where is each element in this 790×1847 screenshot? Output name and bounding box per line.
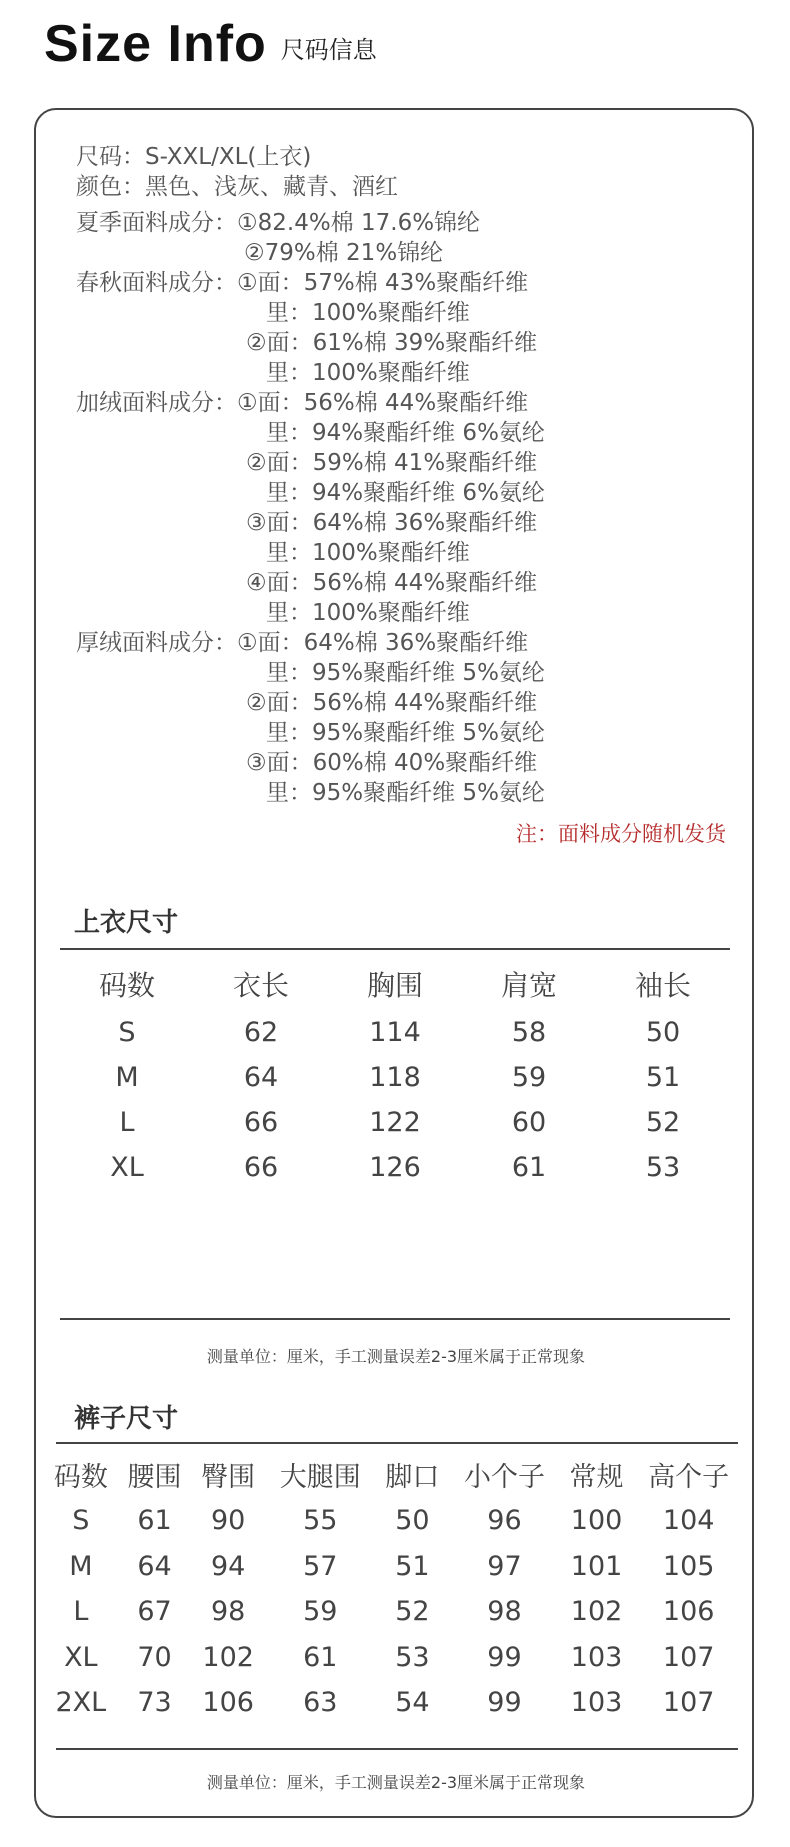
table-row (44, 1635, 744, 1681)
fabric-line: 夏季面料成分：①82.4%棉 17.6%锦纶 (76, 210, 481, 236)
header-cell: 腰围 (127, 1461, 182, 1493)
fabric-line: ②79%棉 21%锦纶 (244, 240, 444, 266)
table-cell: 61 (137, 1505, 172, 1537)
table-row (60, 1145, 730, 1190)
header-cell: 码数 (53, 1461, 108, 1493)
fabric-note: 注：面料成分随机发货 (516, 822, 726, 846)
fabric-line: ②面：56%棉 44%聚酯纤维 (246, 690, 538, 716)
fabric-line: 里：95%聚酯纤维 5%氨纶 (266, 780, 545, 806)
table-cell: 99 (487, 1687, 522, 1719)
top-size-table (60, 958, 730, 1190)
table-row (60, 1055, 730, 1100)
table-cell: 104 (662, 1505, 715, 1537)
table-cell: 102 (570, 1596, 623, 1628)
table-cell: 51 (395, 1550, 430, 1582)
header-cell: 高个子 (648, 1461, 730, 1493)
table-cell: 59 (511, 1062, 547, 1093)
table-cell: 70 (137, 1641, 172, 1673)
table-cell: 96 (487, 1505, 522, 1537)
pants-size-table (44, 1450, 744, 1726)
table-cell: 107 (662, 1687, 715, 1719)
table-cell: 126 (369, 1152, 421, 1183)
table-cell: 118 (369, 1062, 421, 1093)
table-cell: 67 (137, 1596, 172, 1628)
table-row (60, 1100, 730, 1145)
table-cell: 102 (202, 1641, 254, 1673)
table-header-row (44, 1450, 744, 1498)
header-cell: 码数 (98, 969, 155, 1002)
table-cell: 97 (487, 1550, 522, 1582)
fabric-line: 里：94%聚酯纤维 6%氨纶 (266, 420, 545, 446)
fabric-line: 里：100%聚酯纤维 (266, 540, 470, 566)
table-cell: L (119, 1107, 135, 1138)
table-cell: 103 (570, 1641, 623, 1673)
page-title: Size Info (44, 15, 267, 73)
color-line: 颜色：黑色、浅灰、藏青、酒红 (76, 174, 398, 200)
table-cell: 64 (137, 1550, 172, 1582)
table-cell: XL (64, 1641, 98, 1673)
fabric-line: ③面：64%棉 36%聚酯纤维 (246, 510, 538, 536)
table-row (60, 1010, 730, 1055)
table-row (44, 1544, 744, 1590)
fabric-line: 里：100%聚酯纤维 (266, 600, 470, 626)
pants-table-top-rule (56, 1442, 738, 1444)
fabric-line: 里：95%聚酯纤维 5%氨纶 (266, 660, 545, 686)
table-cell: 51 (645, 1062, 681, 1093)
size-range-line: 尺码：S-XXL/XL(上衣) (76, 144, 312, 170)
table-cell: 101 (570, 1550, 623, 1582)
header-cell: 肩宽 (500, 969, 557, 1002)
table-cell: 114 (369, 1017, 421, 1048)
header-cell: 脚口 (385, 1461, 440, 1493)
table-cell: M (69, 1550, 93, 1582)
top-size-title: 上衣尺寸 (74, 908, 179, 938)
table-cell: 63 (303, 1687, 338, 1719)
table-cell: XL (110, 1152, 144, 1183)
table-header-row (60, 958, 730, 1010)
fabric-line: 厚绒面料成分：①面：64%棉 36%聚酯纤维 (76, 630, 529, 656)
table-cell: 105 (662, 1550, 715, 1582)
table-cell: M (115, 1062, 139, 1093)
fabric-line: ④面：56%棉 44%聚酯纤维 (246, 570, 538, 596)
fabric-line: ③面：60%棉 40%聚酯纤维 (246, 750, 538, 776)
table-cell: 2XL (55, 1687, 107, 1719)
fabric-line: 加绒面料成分：①面：56%棉 44%聚酯纤维 (76, 390, 529, 416)
pants-table-footnote: 测量单位：厘米，手工测量误差2-3厘米属于正常现象 (206, 1773, 586, 1792)
header-cell: 衣长 (232, 969, 289, 1002)
table-cell: 57 (303, 1550, 338, 1582)
top-table-footnote: 测量单位：厘米，手工测量误差2-3厘米属于正常现象 (206, 1347, 586, 1366)
table-cell: 103 (570, 1687, 623, 1719)
table-cell: 50 (395, 1505, 430, 1537)
table-cell: 107 (662, 1641, 715, 1673)
table-cell: 90 (211, 1505, 246, 1537)
table-cell: 73 (137, 1687, 172, 1719)
table-cell: 61 (303, 1641, 338, 1673)
top-table-bottom-rule (60, 1318, 730, 1320)
header-cell: 大腿围 (279, 1461, 361, 1493)
table-cell: 122 (369, 1107, 421, 1138)
table-cell: 62 (243, 1017, 279, 1048)
table-cell: 64 (243, 1062, 279, 1093)
table-row (44, 1680, 744, 1726)
size-info-card (34, 108, 754, 1818)
table-cell: S (118, 1017, 136, 1048)
table-cell: 60 (511, 1107, 547, 1138)
table-cell: 53 (395, 1641, 430, 1673)
fabric-line: 里：94%聚酯纤维 6%氨纶 (266, 480, 545, 506)
table-cell: 98 (487, 1596, 522, 1628)
table-cell: 100 (570, 1505, 623, 1537)
fabric-line: 里：100%聚酯纤维 (266, 360, 470, 386)
table-cell: 52 (645, 1107, 681, 1138)
fabric-line: 春秋面料成分：①面：57%棉 43%聚酯纤维 (76, 270, 529, 296)
table-cell: S (72, 1505, 90, 1537)
table-cell: 54 (395, 1687, 430, 1719)
table-cell: 53 (645, 1152, 681, 1183)
table-cell: 66 (243, 1152, 279, 1183)
table-cell: 61 (511, 1152, 547, 1183)
header-cell: 常规 (569, 1461, 624, 1493)
table-cell: L (73, 1596, 89, 1628)
header-cell: 小个子 (463, 1461, 545, 1493)
header-cell: 胸围 (366, 969, 423, 1002)
fabric-line: ②面：59%棉 41%聚酯纤维 (246, 450, 538, 476)
fabric-line: ②面：61%棉 39%聚酯纤维 (246, 330, 538, 356)
table-cell: 50 (645, 1017, 681, 1048)
header-cell: 臀围 (201, 1461, 256, 1493)
page-header (44, 15, 377, 73)
table-cell: 106 (662, 1596, 715, 1628)
table-cell: 55 (303, 1505, 338, 1537)
table-cell: 58 (511, 1017, 547, 1048)
table-cell: 98 (211, 1596, 246, 1628)
table-cell: 99 (487, 1641, 522, 1673)
table-cell: 94 (211, 1550, 246, 1582)
header-cell: 袖长 (634, 969, 691, 1002)
fabric-line: 里：95%聚酯纤维 5%氨纶 (266, 720, 545, 746)
pants-size-title: 裤子尺寸 (74, 1404, 179, 1434)
table-row (44, 1498, 744, 1544)
table-cell: 66 (243, 1107, 279, 1138)
top-table-top-rule (60, 948, 730, 950)
table-cell: 52 (395, 1596, 430, 1628)
fabric-line: 里：100%聚酯纤维 (266, 300, 470, 326)
pants-table-bottom-rule (56, 1748, 738, 1750)
table-cell: 59 (303, 1596, 338, 1628)
page-subtitle: 尺码信息 (280, 36, 377, 64)
table-row (44, 1589, 744, 1635)
table-cell: 106 (202, 1687, 254, 1719)
